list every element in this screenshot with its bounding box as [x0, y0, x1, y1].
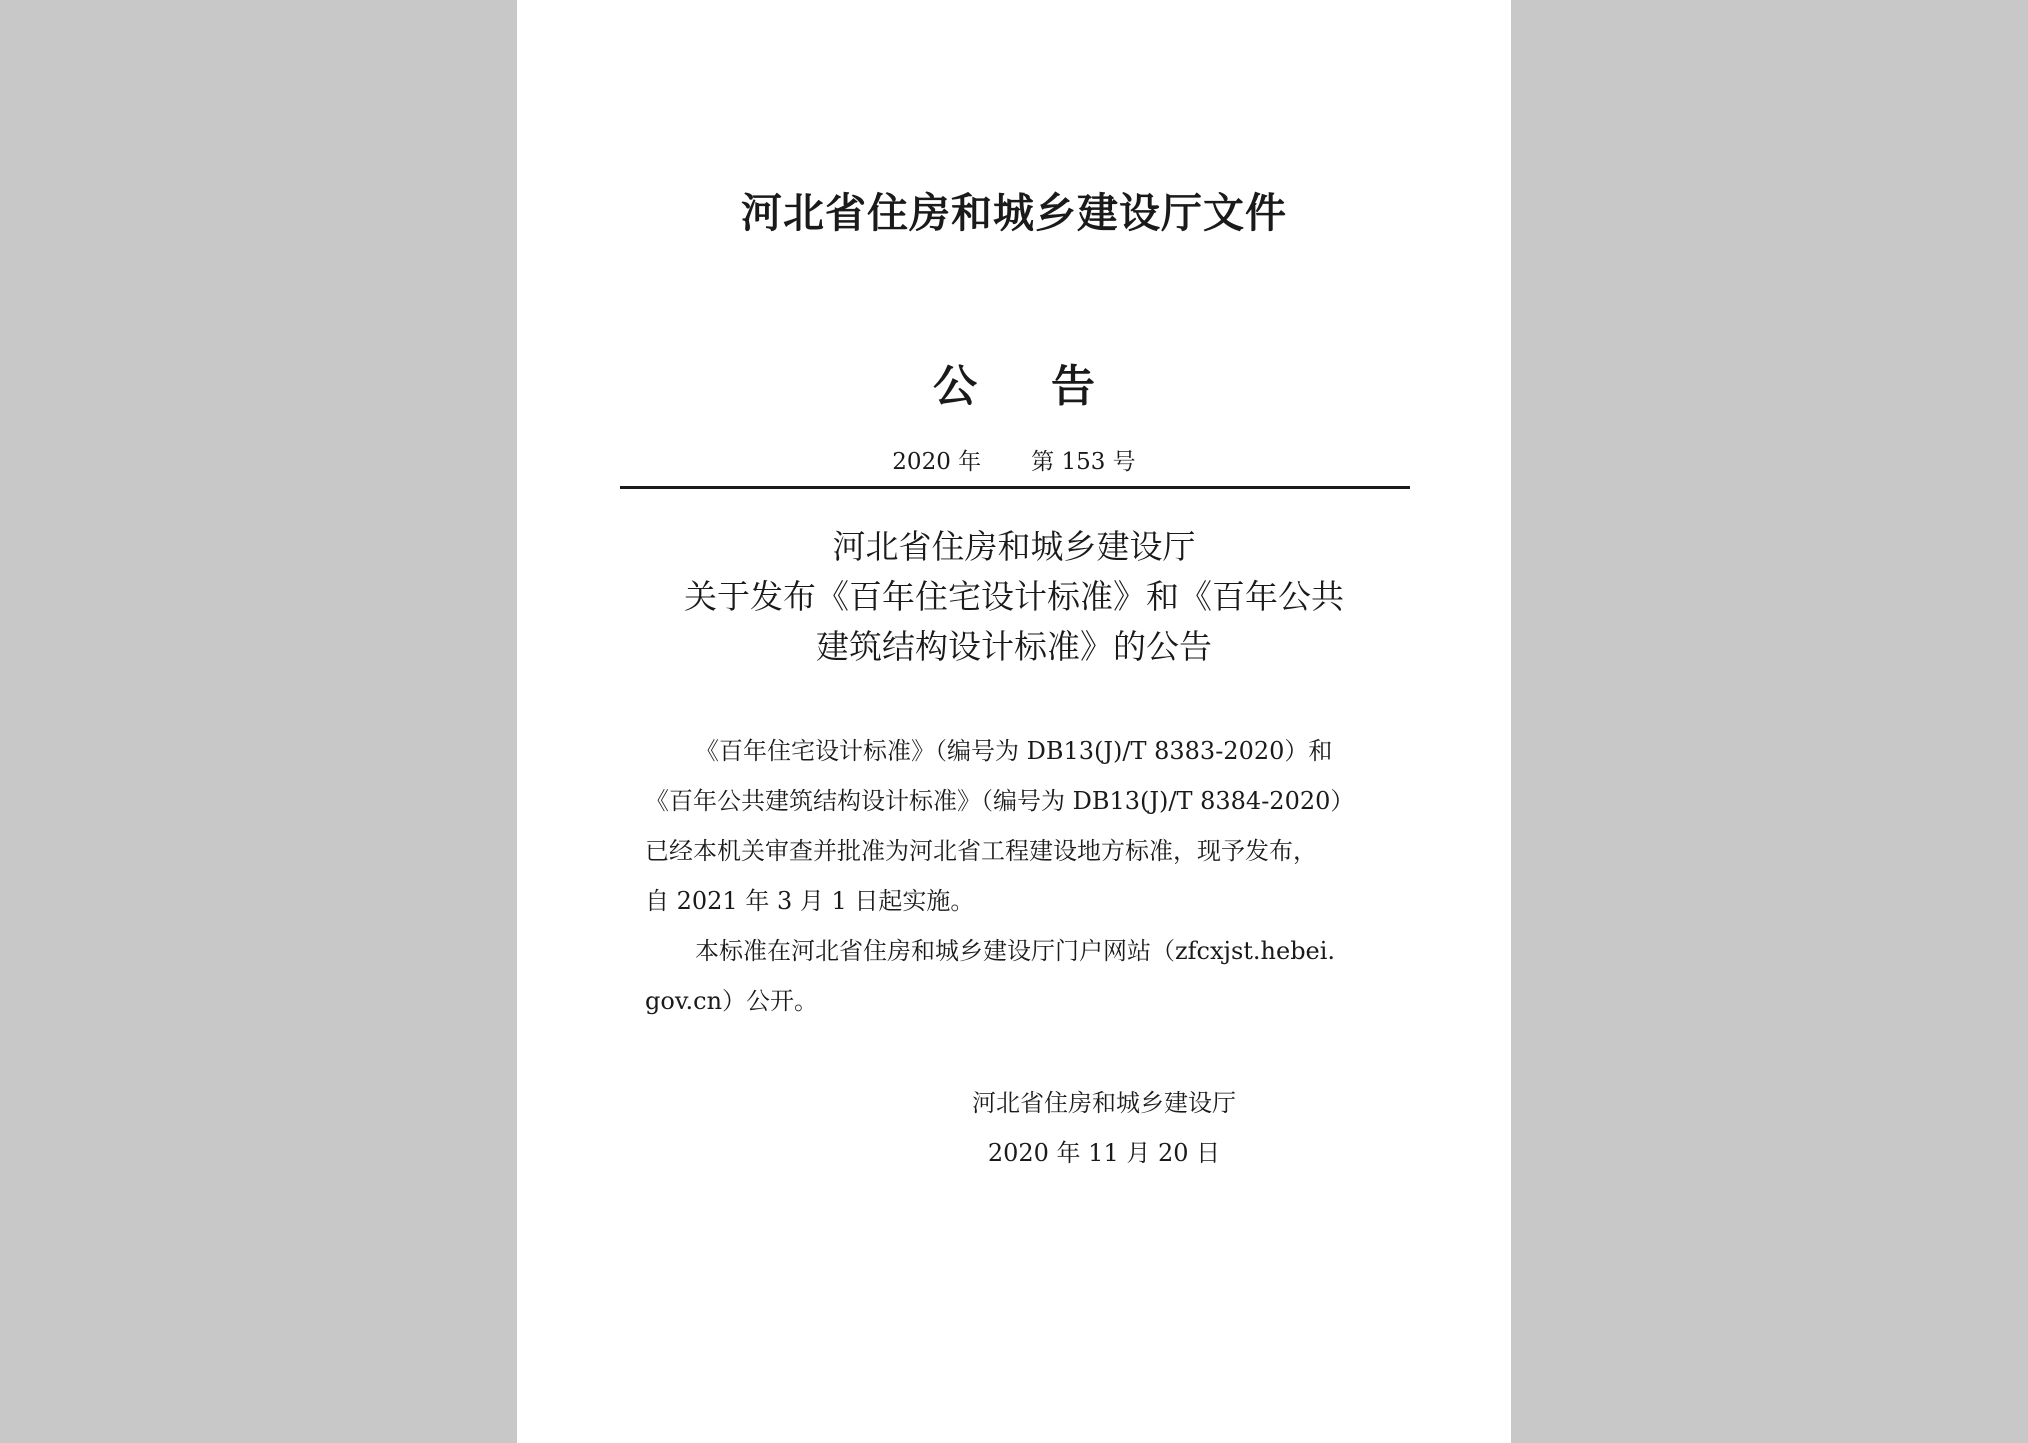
signature-date: 2020 年 11 月 20 日 — [987, 1139, 1221, 1167]
subject-line-3: 建筑结构设计标准》的公告 — [816, 627, 1212, 666]
signature-org: 河北省住房和城乡建设厅 — [972, 1089, 1236, 1117]
document-number-year: 2020 年 — [892, 449, 982, 475]
document-number-no: 第 153 号 — [1031, 449, 1136, 475]
body-line-4: 自 2021 年 3 月 1 日起实施。 — [645, 887, 975, 915]
subject-line-1: 河北省住房和城乡建设厅 — [832, 527, 1196, 566]
header-divider — [620, 486, 1410, 489]
notice-title-char-1: 公 — [933, 361, 977, 412]
body-line-6: gov.cn）公开。 — [645, 987, 819, 1015]
document-number — [517, 443, 1511, 476]
body-line-5: 本标准在河北省住房和城乡建设厅门户网站（zfcxjst.hebei. — [695, 937, 1336, 965]
body-line-3: 已经本机关审查并批准为河北省工程建设地方标准，现予发布， — [645, 837, 1317, 865]
notice-title-char-2: 告 — [1051, 361, 1095, 412]
subject-line-2: 关于发布《百年住宅设计标准》和《百年公共 — [684, 577, 1344, 616]
document-page — [517, 0, 1511, 1443]
body-line-1: 《百年住宅设计标准》（编号为 DB13(J)/T 8383-2020）和 — [695, 737, 1333, 765]
body-line-2: 《百年公共建筑结构设计标准》（编号为 DB13(J)/T 8384-2020） — [645, 787, 1355, 815]
issuer-heading: 河北省住房和城乡建设厅文件 — [741, 189, 1287, 237]
notice-body — [645, 726, 1390, 1026]
signature-block — [954, 1078, 1254, 1178]
notice-title — [517, 350, 1511, 414]
notice-subject — [517, 522, 1511, 672]
